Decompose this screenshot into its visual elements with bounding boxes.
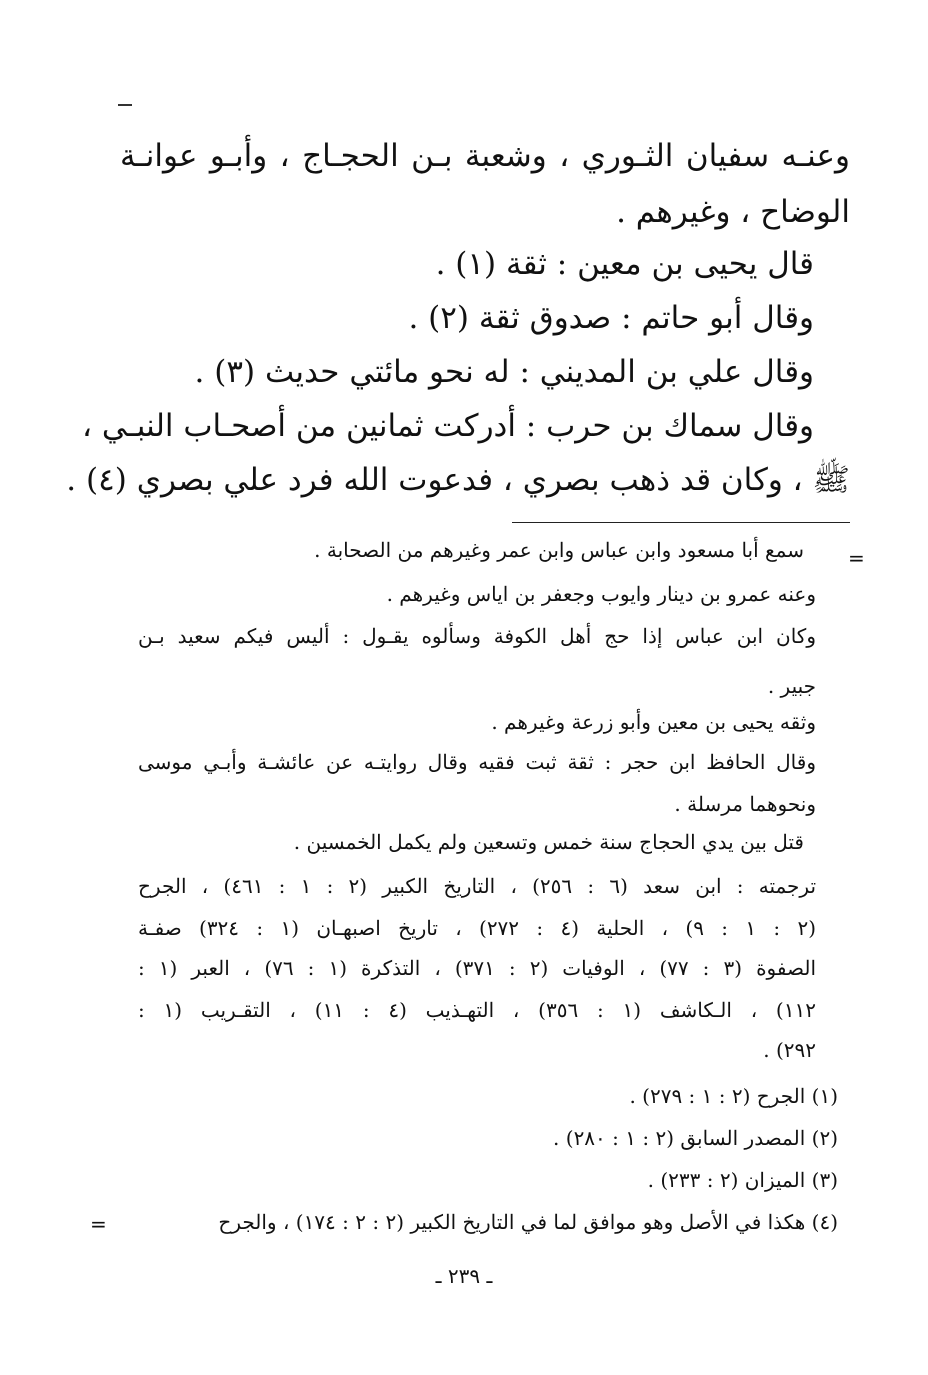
footnote-1: (١) الجرح (٢ : ١ : ٢٧٩) . (629, 1084, 838, 1108)
note-line-3: وكان ابن عباس إذا حج أهل الكوفة وسألوه يقـول : أليس فيكم سعيد بـن (138, 624, 816, 648)
footnote-separator (512, 522, 850, 523)
note-line-1: سمع أبا مسعود وابن عباس وابن عمر وغيرهم من الصحابة . (314, 538, 804, 562)
note-line-2: وعنه عمرو بن دينار وايوب وجعفر بن اياس وغيرهم . (386, 582, 816, 606)
main-line-3: قال يحيى بن معين : ثقة (١) . (435, 246, 814, 282)
main-line-1: وعنـه سفيان الثـوري ، وشعبة بـن الحجـاج ، وأبـو عوانـة (120, 138, 850, 174)
footnote-3: (٣) الميزان (٢ : ٢٣٣) . (647, 1168, 838, 1192)
note-line-4: جبير . (767, 674, 816, 698)
corner-mark (118, 104, 132, 106)
main-text-block (66, 132, 850, 502)
page-number: ـ ٢٣٩ ـ (435, 1264, 493, 1288)
main-line-7: ﷺ ، وكان قد ذهب بصري ، فدعوت الله فرد علي بصري (٤) . (66, 462, 850, 498)
main-line-2: الوضاح ، وغيرهم . (616, 194, 850, 230)
continuation-mark-bottom: = (90, 1212, 107, 1236)
main-line-6: وقال سماك بن حرب : أدركت ثمانين من أصحـاب النبـي ، (81, 408, 814, 444)
footnote-2: (٢) المصدر السابق (٢ : ١ : ٢٨٠) . (553, 1126, 838, 1150)
continuation-mark-top: = (848, 546, 865, 570)
footnote-4: (٤) هكذا في الأصل وهو موافق لما في التاريخ الكبير (٢ : ٢ : ١٧٤) ، والجرح (218, 1210, 838, 1234)
note-line-13: ٢٩٢) . (763, 1038, 816, 1062)
main-line-5: وقال علي بن المديني : له نحو مائتي حديث (٣) . (194, 354, 814, 390)
note-line-6: وقال الحافظ ابن حجر : ثقة ثبت فقيه وقال روايتـه عن عائشـة وأبـي موسى (138, 750, 816, 774)
note-line-12: ١١٢) ، الـكاشف (١ : ٣٥٦) ، التهـذيب (٤ : ١١) ، التقـريب (١ : (138, 998, 816, 1022)
note-line-10: (٢ : ١ : ٩) ، الحلية (٤ : ٢٧٢) ، تاريخ اصبهـان (١ : ٣٢٤) صفـة (138, 916, 817, 940)
note-line-9: ترجمته : ابن سعد (٦ : ٢٥٦) ، التاريخ الكبير (٢ : ١ : ٤٦١) ، الجرح (138, 874, 817, 898)
note-line-11: الصفوة (٣ : ٧٧) ، الوفيات (٢ : ٣٧١) ، التذكرة (١ : ٧٦) ، العبر (١ : (138, 956, 817, 980)
note-line-5: وثقه يحيى بن معين وأبو زرعة وغيرهم . (491, 710, 816, 734)
note-line-8: قتل بين يدي الحجاج سنة خمس وتسعين ولم يكمل الخمسين . (293, 830, 804, 854)
note-line-7: ونحوهما مرسلة . (674, 792, 816, 816)
main-line-4: وقال أبو حاتم : صدوق ثقة (٢) . (408, 300, 814, 336)
